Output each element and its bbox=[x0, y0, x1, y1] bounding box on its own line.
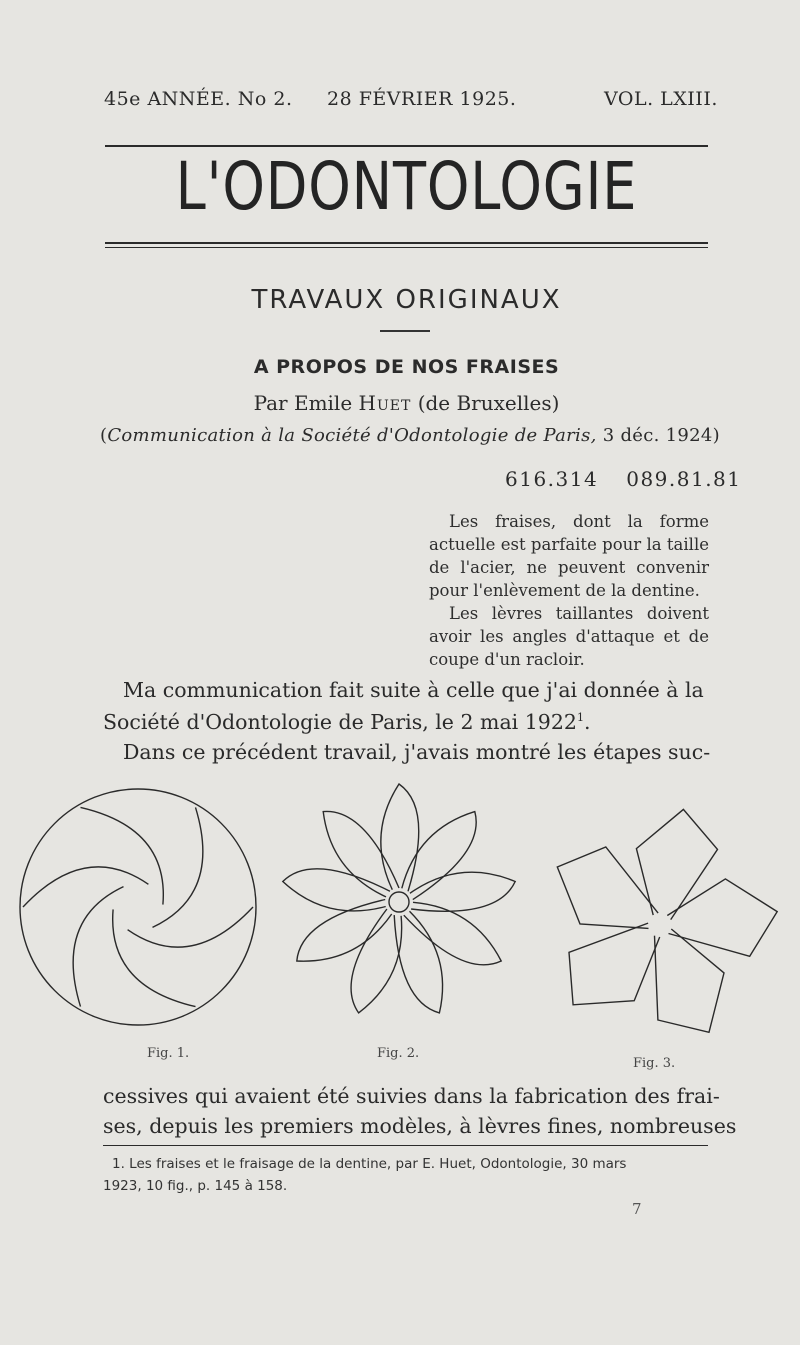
section-title: TRAVAUX ORIGINAUX bbox=[251, 285, 562, 315]
figure-2-blade bbox=[323, 811, 399, 896]
masthead-rule-bottom-thin bbox=[105, 247, 708, 248]
figure-2-caption: Fig. 2. bbox=[377, 1046, 420, 1061]
issue-date: 28 FÉVRIER 1925. bbox=[327, 88, 517, 110]
body-line-2: Société d'Odontologie de Paris, le 2 mai 1922$^1$. bbox=[103, 710, 591, 734]
footnote-line-2: 1923, 10 fig., p. 145 à 158. bbox=[103, 1178, 288, 1194]
figures-illustration bbox=[0, 770, 800, 1080]
journal-title: L'ODONTOLOGIE bbox=[175, 148, 638, 225]
figure-3-blade bbox=[667, 879, 777, 956]
article-summary bbox=[429, 510, 709, 671]
body-line-2-text: Société d'Odontologie de Paris, le 2 mai 1922 bbox=[103, 710, 577, 734]
masthead-rule-bottom bbox=[105, 242, 708, 244]
issue-number: 45e ANNÉE. No 2. bbox=[104, 88, 293, 110]
author-affiliation: (de Bruxelles) bbox=[417, 391, 560, 415]
figure-3-caption: Fig. 3. bbox=[633, 1056, 676, 1071]
figure-2-hub bbox=[389, 892, 409, 912]
summary-paragraph-1: Les fraises, dont la forme actuelle est parfaite pour la taille de l'acier, ne peuvent convenir pour l'enlèvement de la dentine. bbox=[429, 512, 709, 600]
classification-code-2: 089.81.81 bbox=[626, 467, 742, 491]
communication-date: 3 déc. 1924 bbox=[602, 425, 713, 446]
classification-codes bbox=[505, 467, 742, 491]
figure-2-blade bbox=[351, 909, 402, 1013]
body-line-3: Dans ce précédent travail, j'avais montré les étapes suc- bbox=[123, 740, 711, 764]
figure-1-caption: Fig. 1. bbox=[147, 1046, 190, 1061]
figure-3-burr-section bbox=[557, 809, 777, 1032]
body-line-5: ses, depuis les premiers modèles, à lèvres fines, nombreuses bbox=[103, 1114, 737, 1138]
figure-2-blade bbox=[410, 872, 515, 911]
figure-1-outline bbox=[20, 789, 256, 1025]
figure-3-blade bbox=[655, 929, 725, 1032]
figure-1-blade bbox=[81, 807, 164, 904]
volume-number: VOL. LXIII. bbox=[604, 88, 718, 110]
footnote-reference: 1 bbox=[576, 711, 584, 725]
author-prefix: Par Emile bbox=[253, 391, 353, 415]
body-line-4: cessives qui avaient été suivies dans la fabrication des frai- bbox=[103, 1084, 720, 1108]
section-divider bbox=[380, 330, 430, 332]
figure-3-blade bbox=[557, 847, 658, 928]
footnote-line-1: 1. Les fraises et le fraisage de la dentine, par E. Huet, Odontologie, 30 mars bbox=[112, 1156, 627, 1172]
figure-3-blade bbox=[636, 809, 717, 919]
body-line-1: Ma communication fait suite à celle que j'ai donnée à la bbox=[123, 678, 704, 702]
figure-1-burr-section bbox=[20, 789, 256, 1025]
figure-1-blade bbox=[23, 867, 148, 907]
article-author bbox=[105, 391, 708, 415]
article-title: A PROPOS DE NOS FRAISES bbox=[253, 356, 560, 378]
figure-1-blade bbox=[113, 909, 196, 1006]
footnote-rule bbox=[103, 1145, 708, 1146]
author-name: Huet bbox=[358, 391, 412, 415]
figure-3-blade bbox=[569, 923, 660, 1005]
figure-2-blade bbox=[404, 902, 501, 965]
figure-1-blade bbox=[128, 907, 253, 947]
communication-venue: Communication à la Société d'Odontologie de Paris, bbox=[107, 425, 597, 446]
communication-note: (Communication à la Société d'Odontologie de Paris, 3 déc. 1924) bbox=[100, 425, 720, 446]
figure-2-burr-section bbox=[283, 784, 515, 1013]
summary-paragraph-2: Les lèvres taillantes doivent avoir les angles d'attaque et de coupe d'un racloir. bbox=[429, 604, 709, 669]
figure-2-blade bbox=[402, 812, 476, 900]
figure-2-blade bbox=[381, 784, 419, 891]
page-number: 7 bbox=[632, 1200, 642, 1218]
classification-code-1: 616.314 bbox=[505, 467, 599, 491]
masthead-rule-top bbox=[105, 145, 708, 147]
